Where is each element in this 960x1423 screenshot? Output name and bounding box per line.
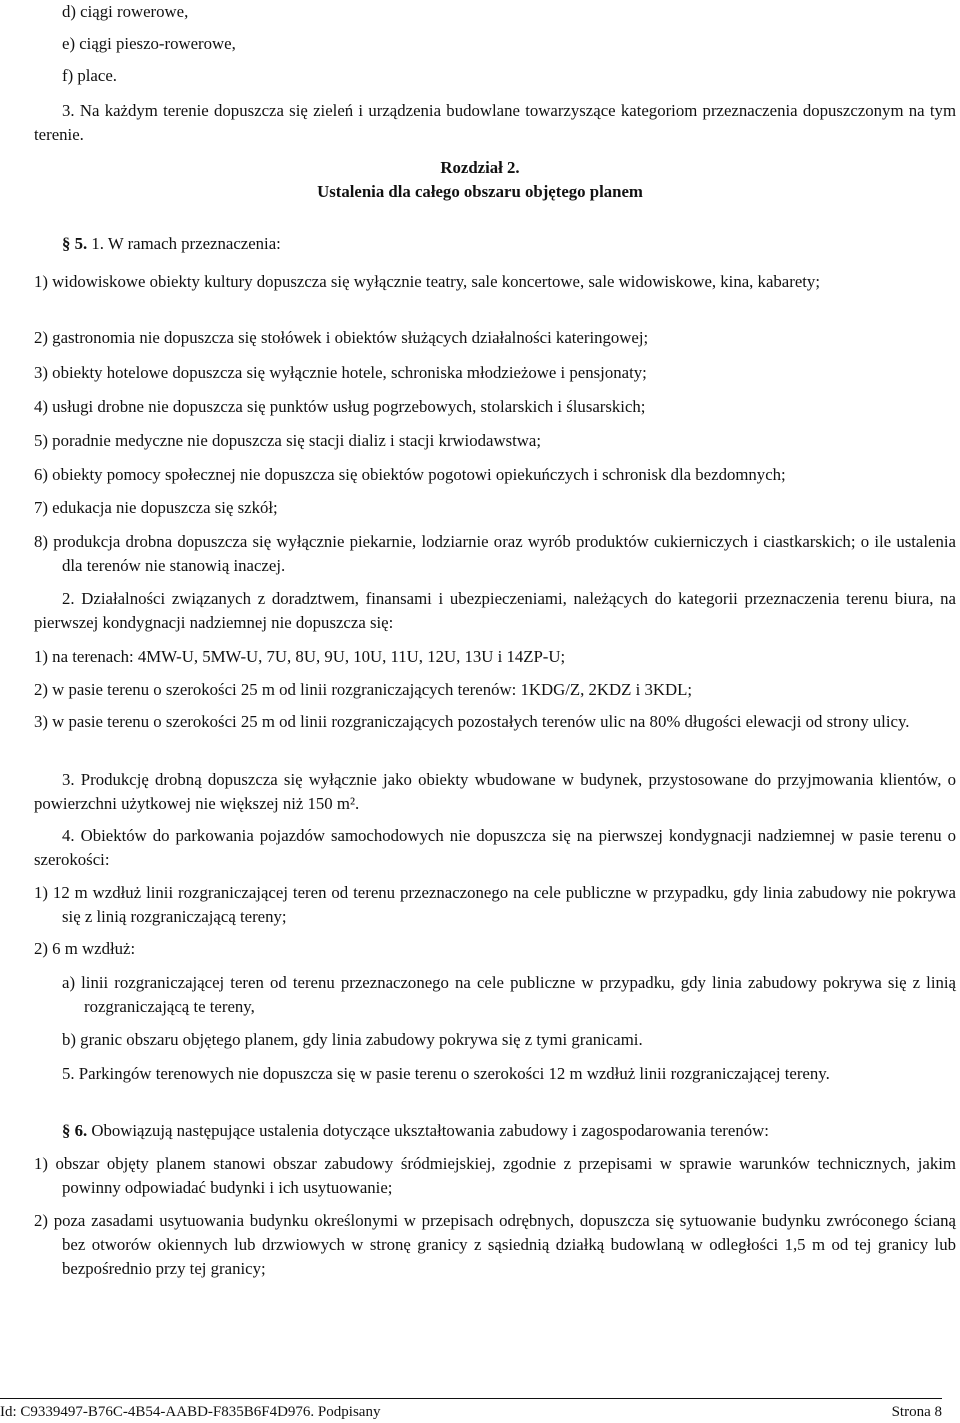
paragraph-3: 3. Na każdym terenie dopuszcza się zieleń i urządzenia budowlane towarzyszące kategoriom przeznaczenia dopuszczonym na tym terenie.	[34, 101, 956, 144]
list-item: 2) 6 m wzdłuż:	[34, 939, 136, 958]
section-6-heading	[62, 1119, 956, 1143]
list-item: 3) obiekty hotelowe dopuszcza się wyłącznie hotele, schroniska młodzieżowe i pensjonaty;	[34, 363, 647, 382]
chapter-subtitle: Ustalenia dla całego obszaru objętego planem	[317, 182, 643, 201]
list-item: 7) edukacja nie dopuszcza się szkół;	[34, 498, 278, 517]
section-5-paragraph-5: 5. Parkingów terenowych nie dopuszcza się w pasie terenu o szerokości 12 m wzdłuż linii rozgraniczającej tereny.	[62, 1064, 830, 1083]
list-item: e) ciągi pieszo-rowerowe,	[62, 34, 236, 53]
section-5-heading	[62, 232, 281, 256]
list-item: 1) widowiskowe obiekty kultury dopuszcza się wyłącznie teatry, sale koncertowe, sale widowiskowe, kina, kabarety;	[34, 272, 820, 291]
list-item: d) ciągi rowerowe,	[62, 2, 189, 21]
list-item: 6) obiekty pomocy społecznej nie dopuszcza się obiektów pogotowi opiekuńczych i schronisk dla bezdomnych;	[34, 465, 786, 484]
list-item: 5) poradnie medyczne nie dopuszcza się stacji dializ i stacji krwiodawstwa;	[34, 431, 541, 450]
sub-list-item: a) linii rozgraniczającej teren od terenu przeznaczonego na cele publiczne w przypadku, gdy linia zabudowy pokrywa się z linią rozgraniczającą te tereny,	[62, 973, 956, 1016]
section-mark: § 6.	[62, 1121, 88, 1140]
list-item: 1) na terenach: 4MW-U, 5MW-U, 7U, 8U, 9U, 10U, 11U, 12U, 13U i 14ZP-U;	[34, 647, 566, 666]
list-item: 8) produkcja drobna dopuszcza się wyłącznie piekarnie, lodziarnie oraz wyrób produktów cukierniczych i ciastkarskich; o ile ustalenia dla terenów nie stanowią inaczej.	[34, 532, 956, 575]
section-5-paragraph-4: 4. Obiektów do parkowania pojazdów samochodowych nie dopuszcza się na pierwszej kondygnacji nadziemnej w pasie terenu o szerokości:	[34, 826, 956, 869]
chapter-heading: Rozdział 2.	[440, 158, 520, 177]
list-item: f) place.	[62, 66, 117, 85]
list-item: 2) poza zasadami usytuowania budynku określonymi w przepisach odrębnych, dopuszcza się sytuowanie budynku zwróconego ścianą bez otworów okiennych lub drzwiowych w stronę granicy z sąsiednią działką budowlaną w odległości 1,5 m od tej granicy lub bezpośrednio przy tej granicy;	[34, 1211, 956, 1278]
page-number: Strona 8	[891, 1404, 942, 1420]
footer-divider	[0, 1398, 942, 1399]
list-item: 4) usługi drobne nie dopuszcza się punktów usług pogrzebowych, stolarskich i ślusarskich;	[34, 397, 646, 416]
document-id: Id: C9339497-B76C-4B54-AABD-F835B6F4D976. Podpisany	[0, 1404, 381, 1420]
list-item: 2) w pasie terenu o szerokości 25 m od linii rozgraniczających terenów: 1KDG/Z, 2KDZ i 3KDL;	[34, 680, 693, 699]
section-intro: Obowiązują następujące ustalenia dotyczące ukształtowania zabudowy i zagospodarowania terenów:	[91, 1121, 769, 1140]
section-5-paragraph-2: 2. Działalności związanych z doradztwem, finansami i ubezpieczeniami, należących do kategorii przeznaczenia terenu biura, na pierwszej kondygnacji nadziemnej nie dopuszcza się:	[34, 589, 956, 632]
list-item: 1) obszar objęty planem stanowi obszar zabudowy śródmiejskiej, zgodnie z przepisami w sprawie warunków technicznych, jakim powinny odpowiadać budynki i ich usytuowanie;	[34, 1154, 956, 1197]
section-mark: § 5.	[62, 234, 88, 253]
list-item: 1) 12 m wzdłuż linii rozgraniczającej teren od terenu przeznaczonego na cele publiczne w przypadku, gdy linia zabudowy nie pokrywa się z linią rozgraniczającą tereny;	[34, 883, 956, 926]
list-item: 3) w pasie terenu o szerokości 25 m od linii rozgraniczających pozostałych terenów ulic na 80% długości elewacji od strony ulicy.	[34, 712, 910, 731]
section-5-paragraph-3: 3. Produkcję drobną dopuszcza się wyłącznie jako obiekty wbudowane w budynek, przystosowane do przyjmowania klientów, o powierzchni użytkowej nie większej niż 150 m².	[34, 770, 956, 813]
section-intro: 1. W ramach przeznaczenia:	[91, 234, 281, 253]
list-item: 2) gastronomia nie dopuszcza się stołówek i obiektów służących działalności kateringowej;	[34, 328, 649, 347]
sub-list-item: b) granic obszaru objętego planem, gdy linia zabudowy pokrywa się z tymi granicami.	[62, 1030, 643, 1049]
